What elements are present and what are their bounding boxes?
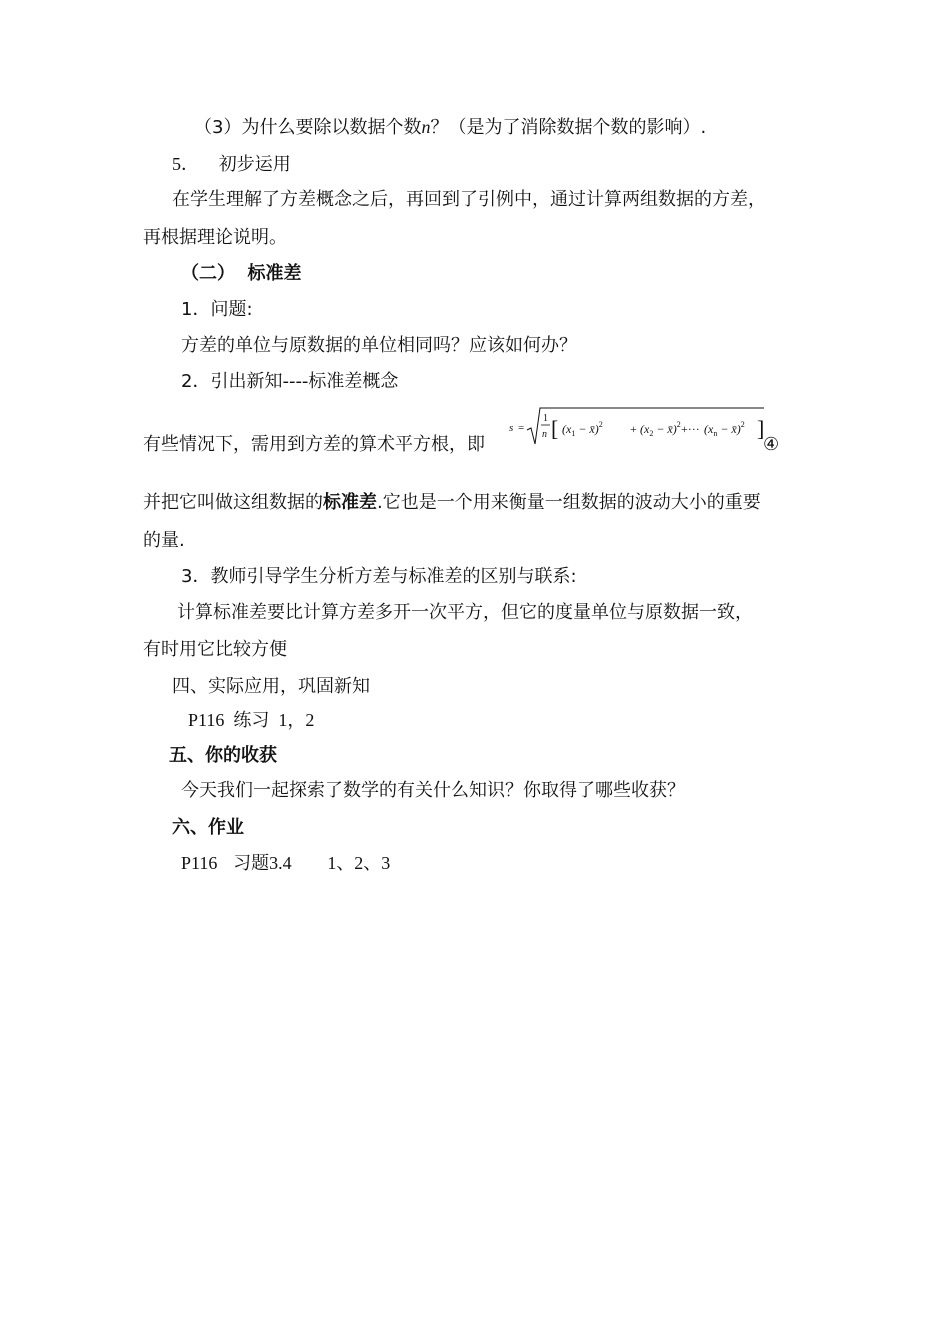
formula-one: 1 (543, 413, 548, 424)
formula-plus: + (630, 422, 637, 436)
section-5-title: 初步运用 (218, 154, 291, 175)
q3-text-b: ？（是为了消除数据个数的影响）. (430, 117, 707, 138)
section-4-exercise: P116 练习 1，2 (188, 710, 315, 730)
paragraph-2-line-1 (143, 491, 761, 515)
question-1-heading: 1．问题: (181, 299, 253, 320)
formula-term-3: ($x_n$ − x̄)$^2$ (704, 420, 745, 438)
formula-dots: +··· (681, 422, 700, 436)
formula-n: n (542, 429, 547, 440)
section-5-heading (172, 152, 291, 177)
q3-n: n (421, 117, 431, 137)
paragraph-1-line-1: 在学生理解了方差概念之后，再回到了引例中，通过计算两组数据的方差， (172, 189, 766, 210)
formula-term-1: ($x_1$ − x̄)$^2$ (562, 420, 603, 438)
formula-marker: ④ (763, 434, 780, 455)
homework-line (181, 851, 390, 876)
paragraph-2-line-2: 的量. (143, 530, 185, 551)
question-3-heading: 3．教师引导学生分析方差与标准差的区别与联系: (181, 566, 577, 587)
homework-items: 1、2、3 (327, 853, 391, 873)
formula-intro: 有些情况下，需用到方差的算术平方根，即 (143, 434, 485, 455)
paragraph-3-line-1: 计算标准差要比计算方差多开一次平方，但它的度量单位与原数据一致， (177, 602, 753, 623)
paragraph-3-line-2: 有时用它比较方便 (143, 639, 287, 660)
section-2-heading: （二） 标准差 (181, 263, 302, 284)
section-4-heading: 四、实际应用，巩固新知 (172, 676, 370, 697)
formula-equals: = (518, 422, 525, 434)
question-1-text: 方差的单位与原数据的单位相同吗？应该如何办？ (181, 335, 577, 356)
homework-page: P116 (181, 853, 218, 873)
q3-text-a: （3）为什么要除以数据个数 (194, 117, 422, 138)
formula-left-bracket: [ (551, 416, 559, 441)
formula-term-2: ($x_2$ − x̄)$^2$ (640, 420, 681, 438)
section-5-number: 5． (172, 154, 199, 174)
std-dev-formula (507, 404, 765, 450)
q3-line (194, 115, 706, 140)
paragraph-1-line-2: 再根据理论说明。 (143, 227, 287, 248)
question-2-heading: 2．引出新知----标准差概念 (181, 371, 399, 392)
homework-label: 习题 (233, 853, 270, 874)
section-6-heading: 六、作业 (172, 817, 244, 838)
homework-section: 3.4 (269, 853, 292, 873)
formula-right-bracket: ] (757, 416, 765, 441)
section-5h-heading: 五、你的收获 (169, 745, 277, 766)
section-5h-text: 今天我们一起探索了数学的有关什么知识？你取得了哪些收获？ (181, 780, 685, 801)
paragraph-2-text-c: .它也是一个用来衡量一组数据的波动大小的重要 (377, 492, 761, 513)
std-dev-term: 标准差 (323, 492, 377, 513)
formula-s: s (509, 422, 514, 434)
paragraph-2-text-a: 并把它叫做这组数据的 (143, 492, 323, 513)
